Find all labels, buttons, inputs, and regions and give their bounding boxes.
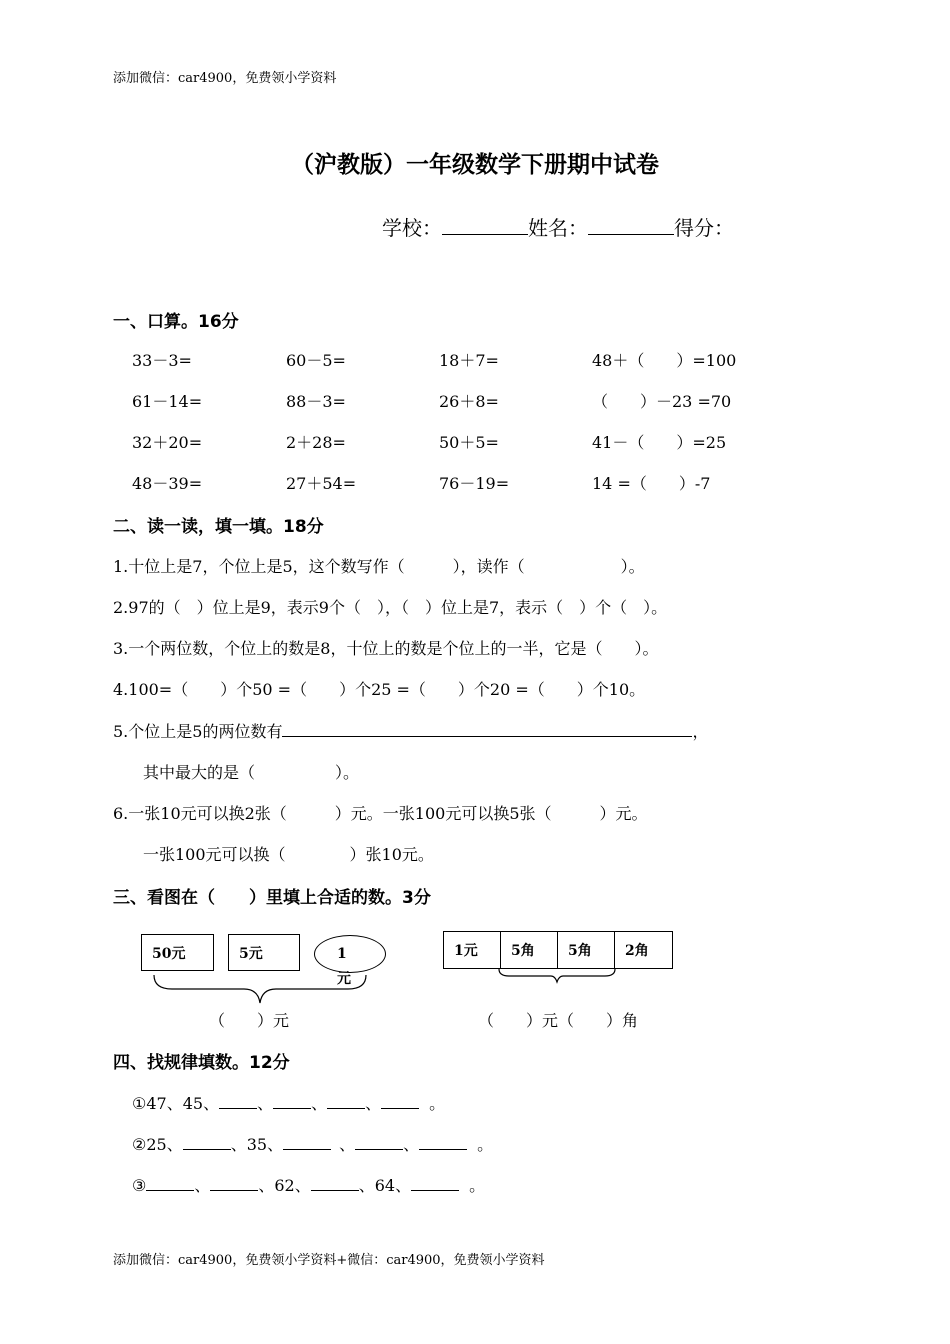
- fill-blank[interactable]: [355, 1135, 403, 1150]
- footer-watermark: 添加微信：car4900，免费领小学资料+微信：car4900，免费领小学资料: [113, 1253, 545, 1268]
- row-marker: ③: [132, 1176, 147, 1195]
- question-6: 6.一张10元可以换2张（ ）元。一张100元可以换5张（ ）元。: [113, 804, 648, 823]
- money-box-5yuan: 5元: [228, 934, 300, 971]
- money-box-1yuan: 1元: [443, 931, 501, 969]
- question-5: [113, 718, 708, 742]
- section-1-heading: 一、口算。16分: [113, 312, 239, 332]
- money-box-5jiao: 5角: [500, 931, 558, 969]
- pattern-row-3: ③ 、 、62、 、64、 。: [132, 1176, 486, 1195]
- calc-item: 14 =（ ）-7: [592, 474, 711, 493]
- fill-blank[interactable]: [381, 1094, 419, 1109]
- left-answer: （ ）元: [209, 1011, 290, 1030]
- calc-item: （ ）－23 =70: [592, 392, 732, 411]
- coin-label-top: 1: [337, 946, 347, 962]
- section-4-heading: 四、找规律填数。12分: [113, 1053, 290, 1073]
- student-info-line: [382, 212, 734, 241]
- row-marker: ②: [132, 1135, 147, 1154]
- name-blank[interactable]: [588, 214, 674, 235]
- right-answer: （ ）元（ ）角: [478, 1011, 639, 1030]
- calc-item: 32＋20=: [132, 433, 203, 452]
- money-box-5jiao: 5角: [557, 931, 615, 969]
- fill-blank[interactable]: [146, 1176, 194, 1191]
- row-marker: ①: [132, 1094, 147, 1113]
- page-title: （沪教版）一年级数学下册期中试卷: [291, 152, 659, 178]
- calc-item: 88－3=: [286, 392, 346, 411]
- answer-line[interactable]: [282, 718, 692, 737]
- calc-item: 41－（ ）=25: [592, 433, 727, 452]
- school-blank[interactable]: [442, 214, 528, 235]
- school-label: 学校：: [382, 216, 442, 240]
- calc-item: 61－14=: [132, 392, 203, 411]
- pattern-row-2: ②25、 、35、 、 、 。: [132, 1135, 494, 1154]
- money-box-50yuan: 50元: [141, 934, 214, 971]
- fill-blank[interactable]: [419, 1135, 467, 1150]
- section-3-heading: 三、看图在（ ）里填上合适的数。3分: [113, 888, 431, 908]
- fill-blank[interactable]: [327, 1094, 365, 1109]
- money-box-2jiao: 2角: [614, 931, 673, 969]
- calc-item: 48＋（ ）=100: [592, 351, 737, 370]
- question-2: 2.97的（ ）位上是9，表示9个（ ），（ ）位上是7，表示（ ）个（ ）。: [113, 598, 668, 617]
- left-brace: [148, 973, 378, 1007]
- fill-blank[interactable]: [210, 1176, 258, 1191]
- question-5-text: 5.个位上是5的两位数有: [113, 722, 283, 741]
- calc-item: 76－19=: [439, 474, 510, 493]
- fill-blank[interactable]: [219, 1094, 257, 1109]
- calc-item: 50＋5=: [439, 433, 499, 452]
- fill-blank[interactable]: [411, 1176, 459, 1191]
- name-label: 姓名：: [528, 216, 588, 240]
- fill-blank[interactable]: [311, 1176, 359, 1191]
- calc-item: 27＋54=: [286, 474, 357, 493]
- header-watermark: 添加微信：car4900，免费领小学资料: [113, 71, 337, 86]
- calc-item: 33－3=: [132, 351, 192, 370]
- question-5-comma: ，: [692, 722, 709, 741]
- calc-item: 26＋8=: [439, 392, 499, 411]
- right-brace: [495, 967, 620, 985]
- calc-item: 48－39=: [132, 474, 203, 493]
- question-6-sub: 一张100元可以换（ ）张10元。: [143, 845, 434, 864]
- question-5-sub: 其中最大的是（ ）。: [143, 763, 360, 782]
- fill-blank[interactable]: [183, 1135, 231, 1150]
- coin-label-bottom: 元: [337, 971, 351, 987]
- question-3: 3.一个两位数，个位上的数是8，十位上的数是个位上的一半，它是（ ）。: [113, 639, 659, 658]
- section-2-heading: 二、读一读，填一填。18分: [113, 517, 324, 537]
- calc-item: 18＋7=: [439, 351, 499, 370]
- calc-item: 60－5=: [286, 351, 346, 370]
- pattern-row-1: ①47、45、 、 、 、 。: [132, 1094, 446, 1113]
- question-1: 1.十位上是7，个位上是5，这个数写作（ ），读作（ ）。: [113, 557, 645, 576]
- score-label: 得分：: [674, 216, 734, 240]
- fill-blank[interactable]: [283, 1135, 331, 1150]
- fill-blank[interactable]: [273, 1094, 311, 1109]
- question-4: 4.100=（ ）个50 =（ ）个25 =（ ）个20 =（ ）个10。: [113, 680, 646, 699]
- calc-item: 2＋28=: [286, 433, 346, 452]
